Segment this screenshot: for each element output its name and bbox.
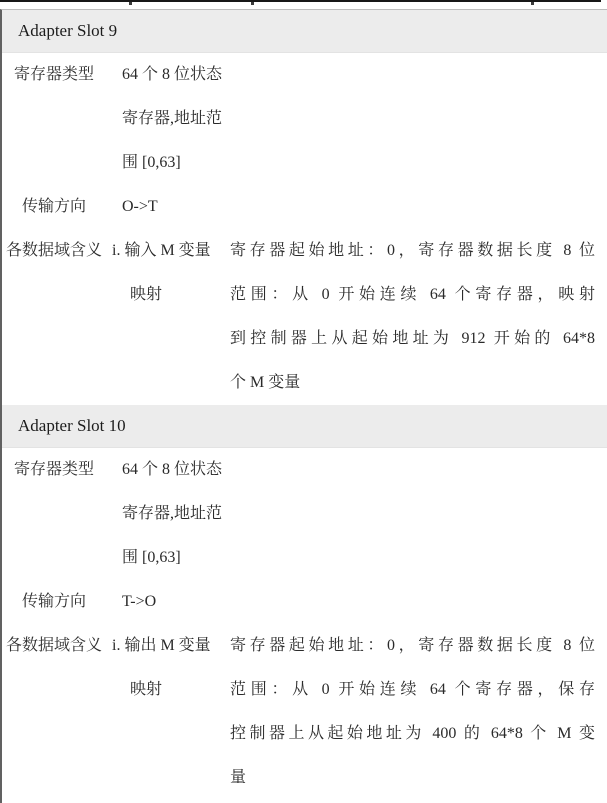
field-description: 寄存器起始地址：0，寄存器数据长度 8 位 范围：从 0 开始连续 64 个寄存器，映射 到控制器上从起始地址为 912 开始的 64*8 个 M 变量 (230, 242, 595, 391)
crop-artifact-tick (251, 2, 254, 5)
row-label: 各数据域含义 (5, 637, 102, 654)
row-transfer-direction (2, 185, 607, 229)
crop-artifact-tick (129, 2, 132, 5)
direction-value: T->O (122, 593, 157, 610)
row-data-fields-meaning (2, 624, 607, 800)
row-data-fields-meaning (2, 229, 607, 405)
row-register-type (2, 448, 607, 580)
cropped-top-rule (0, 0, 601, 2)
section-header-adapter-slot-9 (2, 10, 607, 53)
field-item: i. 输入 M 变量 映射 (112, 242, 211, 303)
row-label: 传输方向 (21, 593, 86, 610)
field-item: i. 输出 M 变量 映射 (112, 637, 211, 698)
section-header-adapter-slot-10 (2, 405, 607, 448)
field-description: 寄存器起始地址：0，寄存器数据长度 8 位 范围：从 0 开始连续 64 个寄存器，保存 控制器上从起始地址为 400 的 64*8 个 M 变 量 (230, 637, 595, 786)
adapter-slots-table (0, 9, 607, 803)
row-label: 各数据域含义 (5, 242, 102, 259)
section-title: Adapter Slot 9 (18, 21, 118, 40)
register-type-value: 64 个 8 位状态 寄存器,地址范 围 [0,63] (122, 461, 223, 566)
crop-artifact-tick (531, 2, 534, 5)
row-label: 寄存器类型 (13, 66, 94, 83)
direction-value: O->T (122, 198, 158, 215)
row-transfer-direction (2, 580, 607, 624)
row-label: 寄存器类型 (13, 461, 94, 478)
register-type-value: 64 个 8 位状态 寄存器,地址范 围 [0,63] (122, 66, 223, 171)
row-label: 传输方向 (21, 198, 86, 215)
row-register-type (2, 53, 607, 185)
section-title: Adapter Slot 10 (18, 416, 126, 435)
